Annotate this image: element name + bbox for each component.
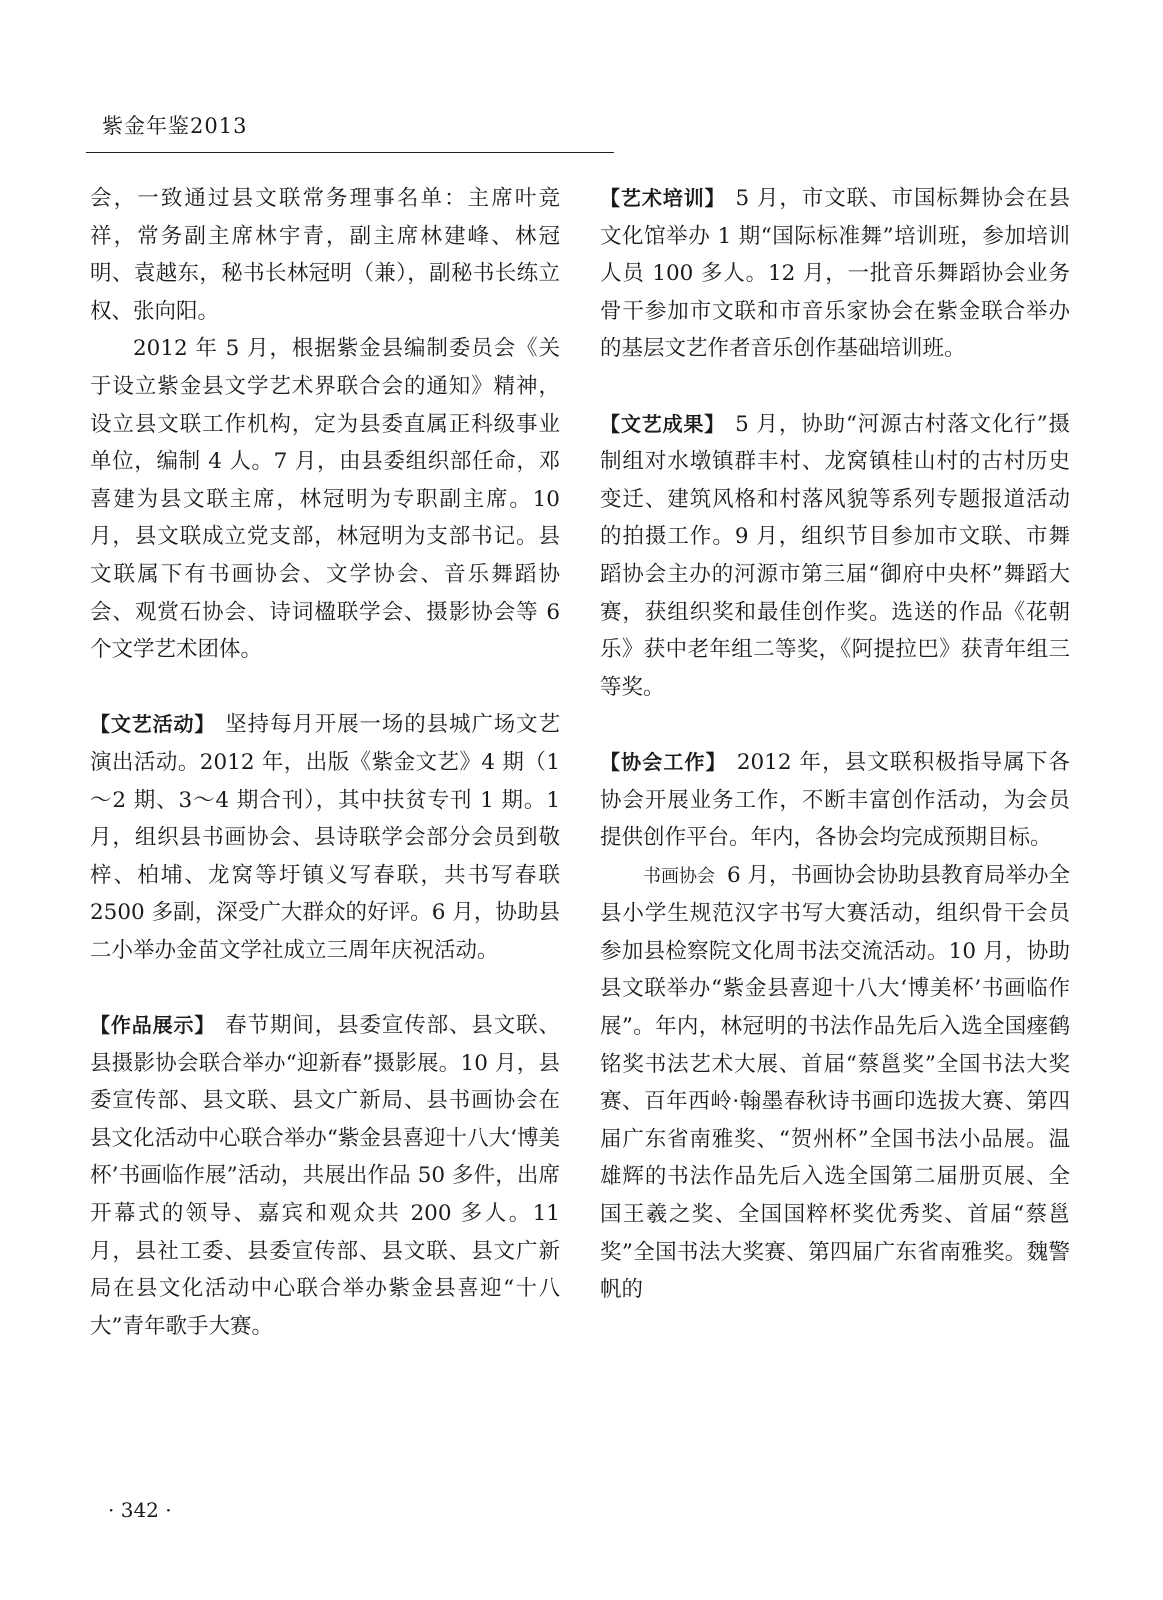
section-association-work <box>600 744 1070 857</box>
paragraph-establishment: 2012 年 5 月，根据紫金县编制委员会《关于设立紫金县文学艺术界联合会的通知》精神，设立县文联工作机构，定为县委直属正科级事业单位，编制 4 人。7 月，由县委组织部任命，邓喜建为县文联主席，林冠明为专职副主席。10 月，县文联成立党支部，林冠明为支部书记。县文联属下有书画协会、文学协会、音乐舞蹈协会、观赏石协会、诗词楹联学会、摄影协会等 6 个文学艺术团体。 <box>90 336 560 663</box>
section-text-training: 5 月，市文联、市国标舞协会在县文化馆举办 1 期“国际标准舞”培训班，参加培训人员 100 多人。12 月，一批音乐舞蹈协会业务骨干参加市文联和市音乐家协会在紫金联合举办的基层文艺作者音乐创作基础培训班。 <box>600 186 1071 362</box>
paragraph-continued: 会，一致通过县文联常务理事名单：主席叶竞祥，常务副主席林宇青，副主席林建峰、林冠明、袁越东，秘书长林冠明（兼），副秘书长练立权、张向阳。 <box>90 186 560 324</box>
section-exhibition <box>90 1007 560 1345</box>
running-header: 紫金年鉴2013 <box>102 114 248 138</box>
section-label-training: 【艺术培训】 <box>600 186 726 210</box>
section-training <box>600 180 1070 368</box>
section-label-exhibition: 【作品展示】 <box>90 1013 216 1038</box>
section-text-achievements: 5 月，协助“河源古村落文化行”摄制组对水墩镇群丰村、龙窝镇桂山村的古村历史变迁、建筑风格和村落风貌等系列专题报道活动的拍摄工作。9 月，组织节目参加市文联、市舞蹈协会主办的河源市第三届“御府中央杯”舞蹈大赛，获组织奖和最佳创作奖。选送的作品《花朝乐》获中老年组二等奖，《阿提拉巴》获青年组三等奖。 <box>600 411 1071 700</box>
section-label-achievements: 【文艺成果】 <box>600 411 726 436</box>
section-activities <box>90 706 560 969</box>
section-achievements <box>600 406 1070 707</box>
paragraph-calligraphy-association <box>600 857 1070 1309</box>
section-text-activities: 坚持每月开展一场的县城广场文艺演出活动。2012 年，出版《紫金文艺》4 期（1～2 期、3～4 期合刊），其中扶贫专刊 1 期。1 月，组织县书画协会、县诗联学会部分会员到敬梓、柏埔、龙窝等圩镇义写春联，共书写春联 2500 多副，深受广大群众的好评。6 月，协助县二小举办金苗文学社成立三周年庆祝活动。 <box>90 712 560 963</box>
right-column <box>600 180 1070 1309</box>
header-rule <box>86 152 614 153</box>
page-number: · 342 · <box>108 1498 172 1522</box>
left-column <box>90 180 560 1345</box>
section-text-association-work: 2012 年，县文联积极指导属下各协会开展业务工作，不断丰富创作活动，为会员提供创作平台。年内，各协会均完成预期目标。 <box>600 749 1070 851</box>
subsection-label-calligraphy: 书画协会 <box>643 865 715 887</box>
section-text-exhibition: 春节期间，县委宣传部、县文联、县摄影协会联合举办“迎新春”摄影展。10 月，县委宣传部、县文联、县文广新局、县书画协会在县文化活动中心联合举办“紫金县喜迎十八大‘博美杯’书画临作展”活动，共展出作品 50 多件，出席开幕式的领导、嘉宾和观众共 200 多人。11 月，县社工委、县委宣传部、县文联、县文广新局在县文化活动中心联合举办紫金县喜迎“十八大”青年歌手大赛。 <box>90 1013 560 1339</box>
section-label-association-work: 【协会工作】 <box>600 749 727 774</box>
section-label-activities: 【文艺活动】 <box>90 712 216 737</box>
subsection-text-calligraphy: 6 月，书画协会协助县教育局举办全县小学生规范汉字书写大赛活动，组织骨干会员参加县检察院文化周书法交流活动。10 月，协助县文联举办“紫金县喜迎十八大‘博美杯’书画临作展”。年内，林冠明的书法作品先后入选全国瘗鹤铭奖书法艺术大展、首届“蔡邕奖”全国书法大奖赛、百年西岭·翰墨春秋诗书画印选拔大赛、第四届广东省南雅奖、“贺州杯”全国书法小品展。温雄辉的书法作品先后入选全国第二届册页展、全国王羲之奖、全国国粹杯奖优秀奖、首届“蔡邕奖”全国书法大奖赛、第四届广东省南雅奖。魏警帆的 <box>600 862 1071 1303</box>
